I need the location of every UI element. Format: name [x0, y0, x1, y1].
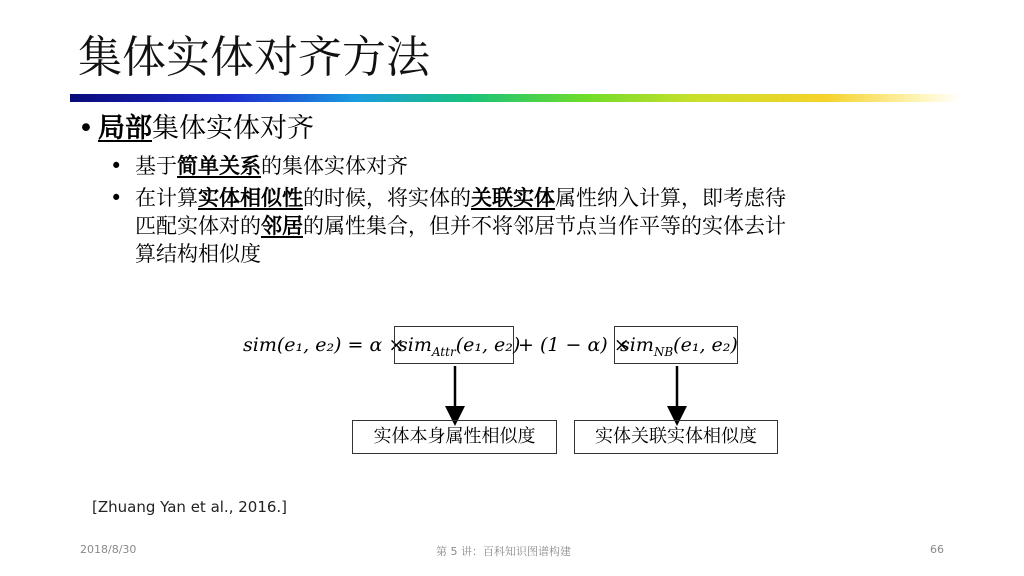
formula-nb-args: (e₁, e₂)	[673, 334, 738, 356]
formula-nb-term	[620, 334, 738, 359]
bullet2-pre: 基于	[135, 154, 177, 178]
bullet1-text: 集体实体对齐	[152, 113, 314, 144]
formula-lhs: sim(e₁, e₂) = α ×	[243, 334, 405, 356]
attr-similarity-label: 实体本身属性相似度	[352, 420, 557, 454]
bullet2-bold: 简单关系	[177, 154, 261, 178]
formula-attr-args: (e₁, e₂)	[455, 334, 521, 356]
slide-title: 集体实体对齐方法	[78, 32, 430, 83]
citation: [Zhuang Yan et al., 2016.]	[92, 498, 288, 516]
bullet3-mid1: 的时候，将实体的	[303, 186, 471, 210]
bullet3-line2	[110, 212, 786, 240]
bullet-dot: •	[110, 154, 123, 178]
bullet3-line2-post: 的属性集合，但并不将邻居节点当作平等的实体去计	[303, 214, 786, 238]
bullet1-bold: 局部	[98, 113, 152, 144]
bullet-dot: •	[110, 186, 123, 210]
related-entity-similarity-label: 实体关联实体相似度	[574, 420, 778, 454]
formula-attr-sim: sim	[398, 334, 432, 356]
footer-page-number: 66	[930, 543, 944, 556]
formula-operator: + (1 − α) ×	[518, 334, 630, 356]
bullet-level2-description	[110, 184, 786, 268]
formula-nb-sub: NB	[653, 344, 674, 359]
bullet-level1	[78, 112, 314, 146]
formula-attr-sub: Attr	[431, 344, 456, 359]
formula-attr-term	[398, 334, 520, 359]
bullet3-bold-related-entity: 关联实体	[471, 186, 555, 210]
bullet3-pre: 在计算	[135, 186, 198, 210]
similarity-formula	[0, 326, 1024, 366]
bullet3-bold-neighbor: 邻居	[261, 214, 303, 238]
title-rainbow-divider	[70, 94, 960, 102]
footer-date: 2018/8/30	[80, 543, 137, 556]
bullet3-line2-pre: 匹配实体对的	[135, 214, 261, 238]
bullet3-bold-similarity: 实体相似性	[198, 186, 303, 210]
bullet3-line3: 算结构相似度	[135, 242, 261, 266]
bullet3-mid2: 属性纳入计算，即考虑待	[555, 186, 786, 210]
bullet-level2-simple-relations	[110, 152, 408, 180]
bullet2-post: 的集体实体对齐	[261, 154, 408, 178]
bullet-dot: •	[78, 113, 94, 144]
formula-nb-sim: sim	[620, 334, 654, 356]
footer-lecture-title: 第 5 讲：百科知识图谱构建	[436, 545, 571, 558]
